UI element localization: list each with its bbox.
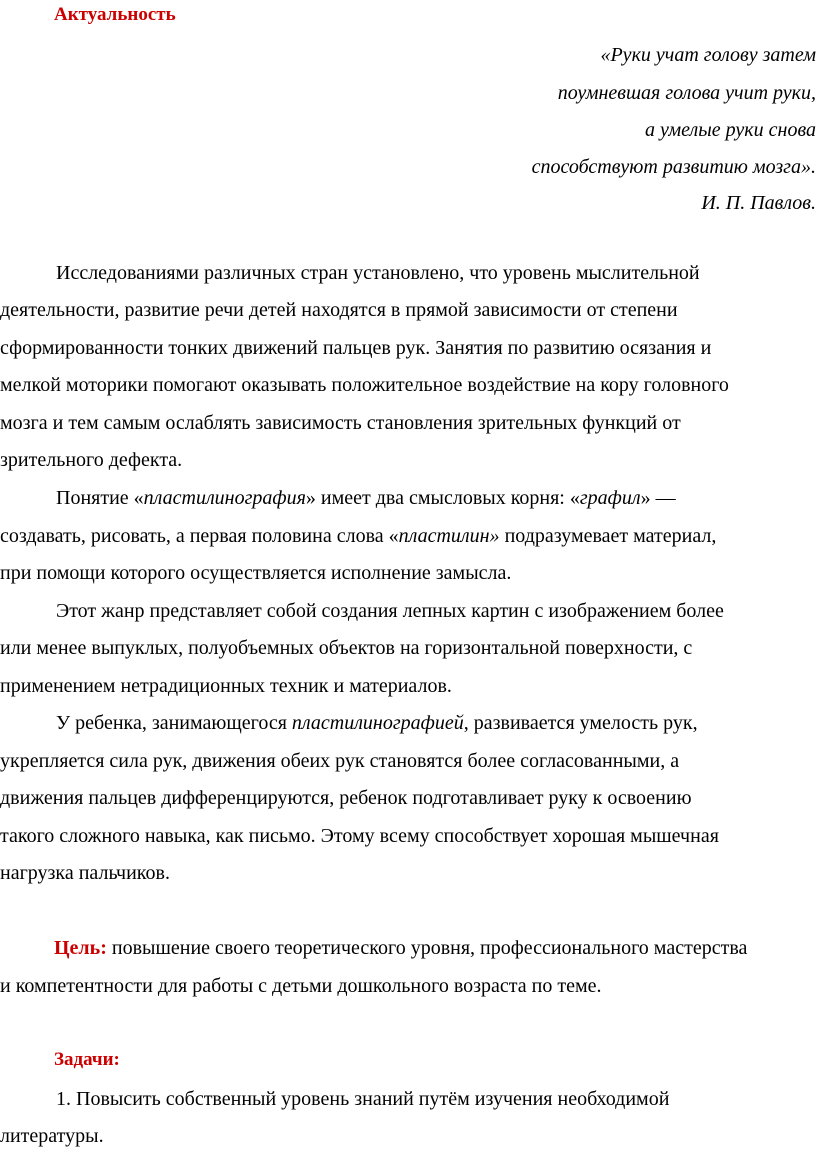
epigraph-author: И. П. Павлов.: [701, 192, 816, 214]
epigraph-line: а умелые руки снова: [645, 119, 816, 141]
italic-term: пластилин»: [398, 525, 500, 547]
paragraph-line: [56, 712, 698, 735]
text-run: создавать, рисовать, а первая половина слова «: [0, 525, 399, 547]
goal-label: Цель:: [54, 937, 107, 959]
goal-line: и компетентности для работы с детьми дошкольного возраста по теме.: [0, 975, 602, 997]
heading-relevance: Актуальность: [54, 4, 176, 25]
paragraph-line: Исследованиями различных стран установлено, что уровень мыслительной: [56, 262, 700, 284]
paragraph-line: мелкой моторики помогают оказывать положительное воздействие на кору головного: [0, 374, 729, 396]
paragraph-line: деятельности, развитие речи детей находятся в прямой зависимости от степени: [0, 299, 678, 321]
text-run: , развивается умелость рук,: [463, 712, 698, 734]
epigraph-line: способствуют развитию мозга».: [531, 156, 816, 178]
paragraph-line: при помощи которого осуществляется исполнение замысла.: [0, 562, 512, 584]
text-run: подразумевает материал,: [499, 525, 717, 547]
goal-line: [54, 937, 747, 960]
paragraph-line: сформированности тонких движений пальцев рук. Занятия по развитию осязания и: [0, 337, 712, 359]
goal-text: повышение своего теоретического уровня, профессионального мастерства: [106, 937, 748, 959]
text-run: » имеет два смысловых корня: «: [305, 487, 580, 509]
italic-term: графил: [579, 487, 641, 509]
paragraph-line: [0, 525, 716, 548]
paragraph-line: такого сложного навыка, как письмо. Этому всему способствует хорошая мышечная: [0, 825, 719, 847]
paragraph-line: [56, 487, 676, 510]
task-item: литературы.: [0, 1125, 104, 1147]
paragraph-line: Этот жанр представляет собой создания лепных картин с изображением более: [56, 600, 724, 622]
paragraph-line: нагрузка пальчиков.: [0, 862, 170, 884]
heading-tasks: Задачи:: [54, 1049, 120, 1070]
text-run: Понятие «: [56, 487, 144, 509]
text-run: » —: [640, 487, 676, 509]
paragraph-line: зрительного дефекта.: [0, 449, 183, 471]
task-item: 1. Повысить собственный уровень знаний путём изучения необходимой: [56, 1088, 670, 1110]
paragraph-line: укрепляется сила рук, движения обеих рук становятся более согласованными, а: [0, 750, 680, 772]
paragraph-line: или менее выпуклых, полуобъемных объектов на горизонтальной поверхности, с: [0, 637, 693, 659]
paragraph-line: движения пальцев дифференцируются, ребенок подготавливает руку к освоению: [0, 787, 692, 809]
epigraph-line: «Руки учат голову затем: [600, 44, 816, 66]
italic-term: пластилинографией: [291, 712, 464, 734]
paragraph-line: применением нетрадиционных техник и материалов.: [0, 675, 452, 697]
italic-term: пластилинография: [143, 487, 306, 509]
paragraph-line: мозга и тем самым ослаблять зависимость становления зрительных функций от: [0, 412, 681, 434]
epigraph-line: поумневшая голова учит руки,: [557, 82, 816, 104]
text-run: У ребенка, занимающегося: [56, 712, 292, 734]
